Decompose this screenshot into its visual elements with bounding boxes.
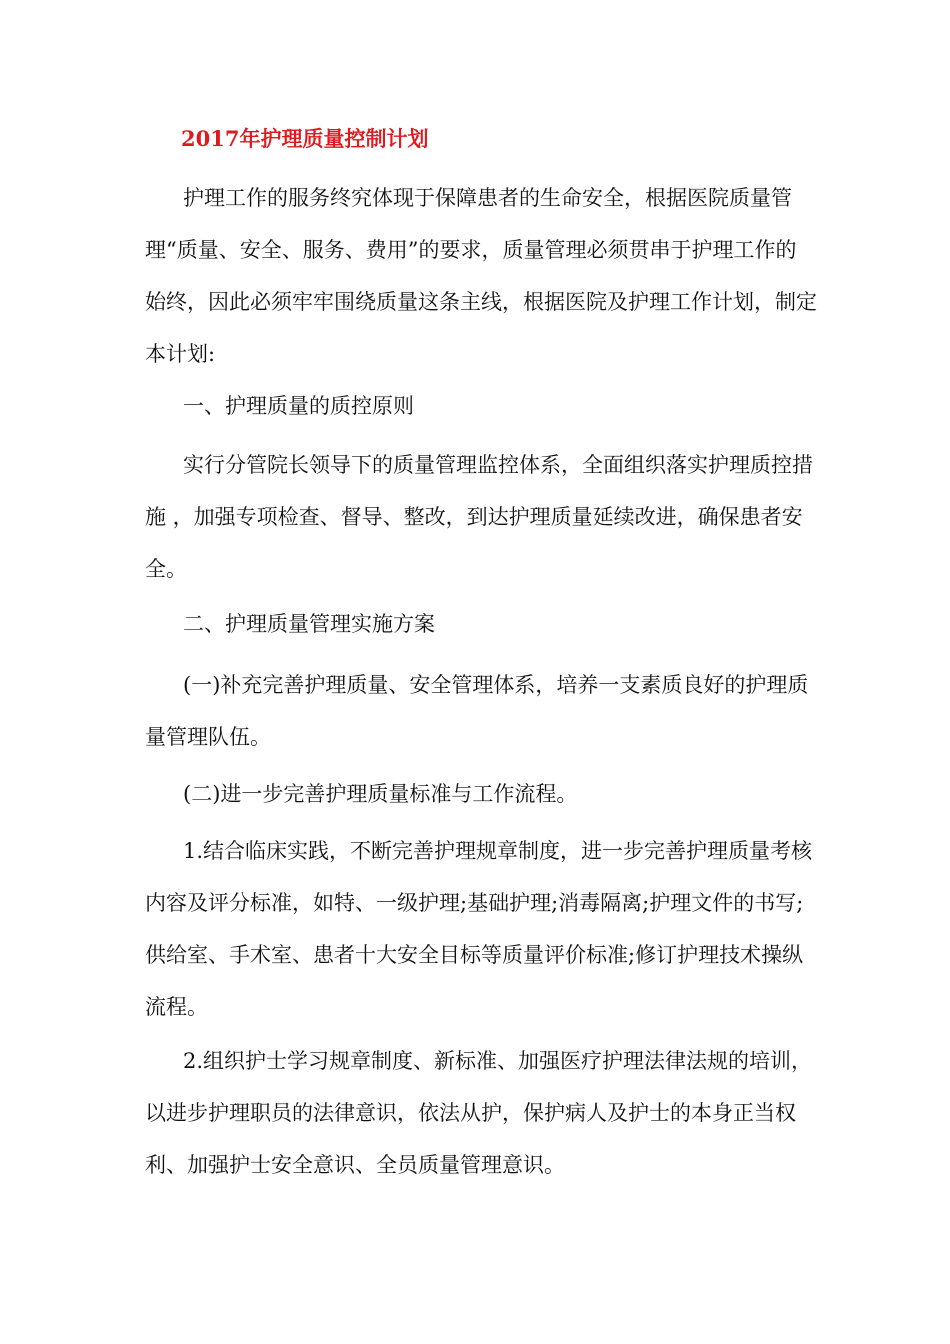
- paragraph-point-2: 2.组织护士学习规章制度、新标准、加强医疗护理法律法规的培训，以进步护理职员的法律意识，依法从护，保护病人及护士的本身正当权利、加强护士安全意识、全员质量管理意识。: [145, 1049, 813, 1177]
- paragraph-principle: 实行分管院长领导下的质量管理监控体系，全面组织落实护理质控措施 ，加强专项检查、督导、整改，到达护理质量延续改进，确保患者安全。: [145, 453, 813, 581]
- paragraph-intro: 护理工作的服务终究体现于保障患者的生命安全，根据医院质量管理“质量、安全、服务、费用”的要求，质量管理必须贯串于护理工作的始终，因此必须牢牢围绕质量这条主线，根据医院及护理工作计划，制定本计划:: [145, 186, 817, 366]
- document-title: 2017年护理质量控制计划: [181, 126, 429, 151]
- paragraph-item-1: (一)补充完善护理质量、安全管理体系，培养一支素质良好的护理质量管理队伍。: [145, 673, 809, 749]
- paragraph-item-2: (二)进一步完善护理质量标准与工作流程。: [183, 782, 578, 806]
- paragraph-point-1: 1.结合临床实践，不断完善护理规章制度，进一步完善护理质量考核内容及评分标准，如特、一级护理;基础护理;消毒隔离;护理文件的书写;供给室、手术室、患者十大安全目标等质量评价标准;修订护理技术操纵流程。: [145, 839, 813, 1019]
- heading-section-2: 二、护理质量管理实施方案: [183, 612, 435, 636]
- heading-section-1: 一、护理质量的质控原则: [183, 394, 414, 418]
